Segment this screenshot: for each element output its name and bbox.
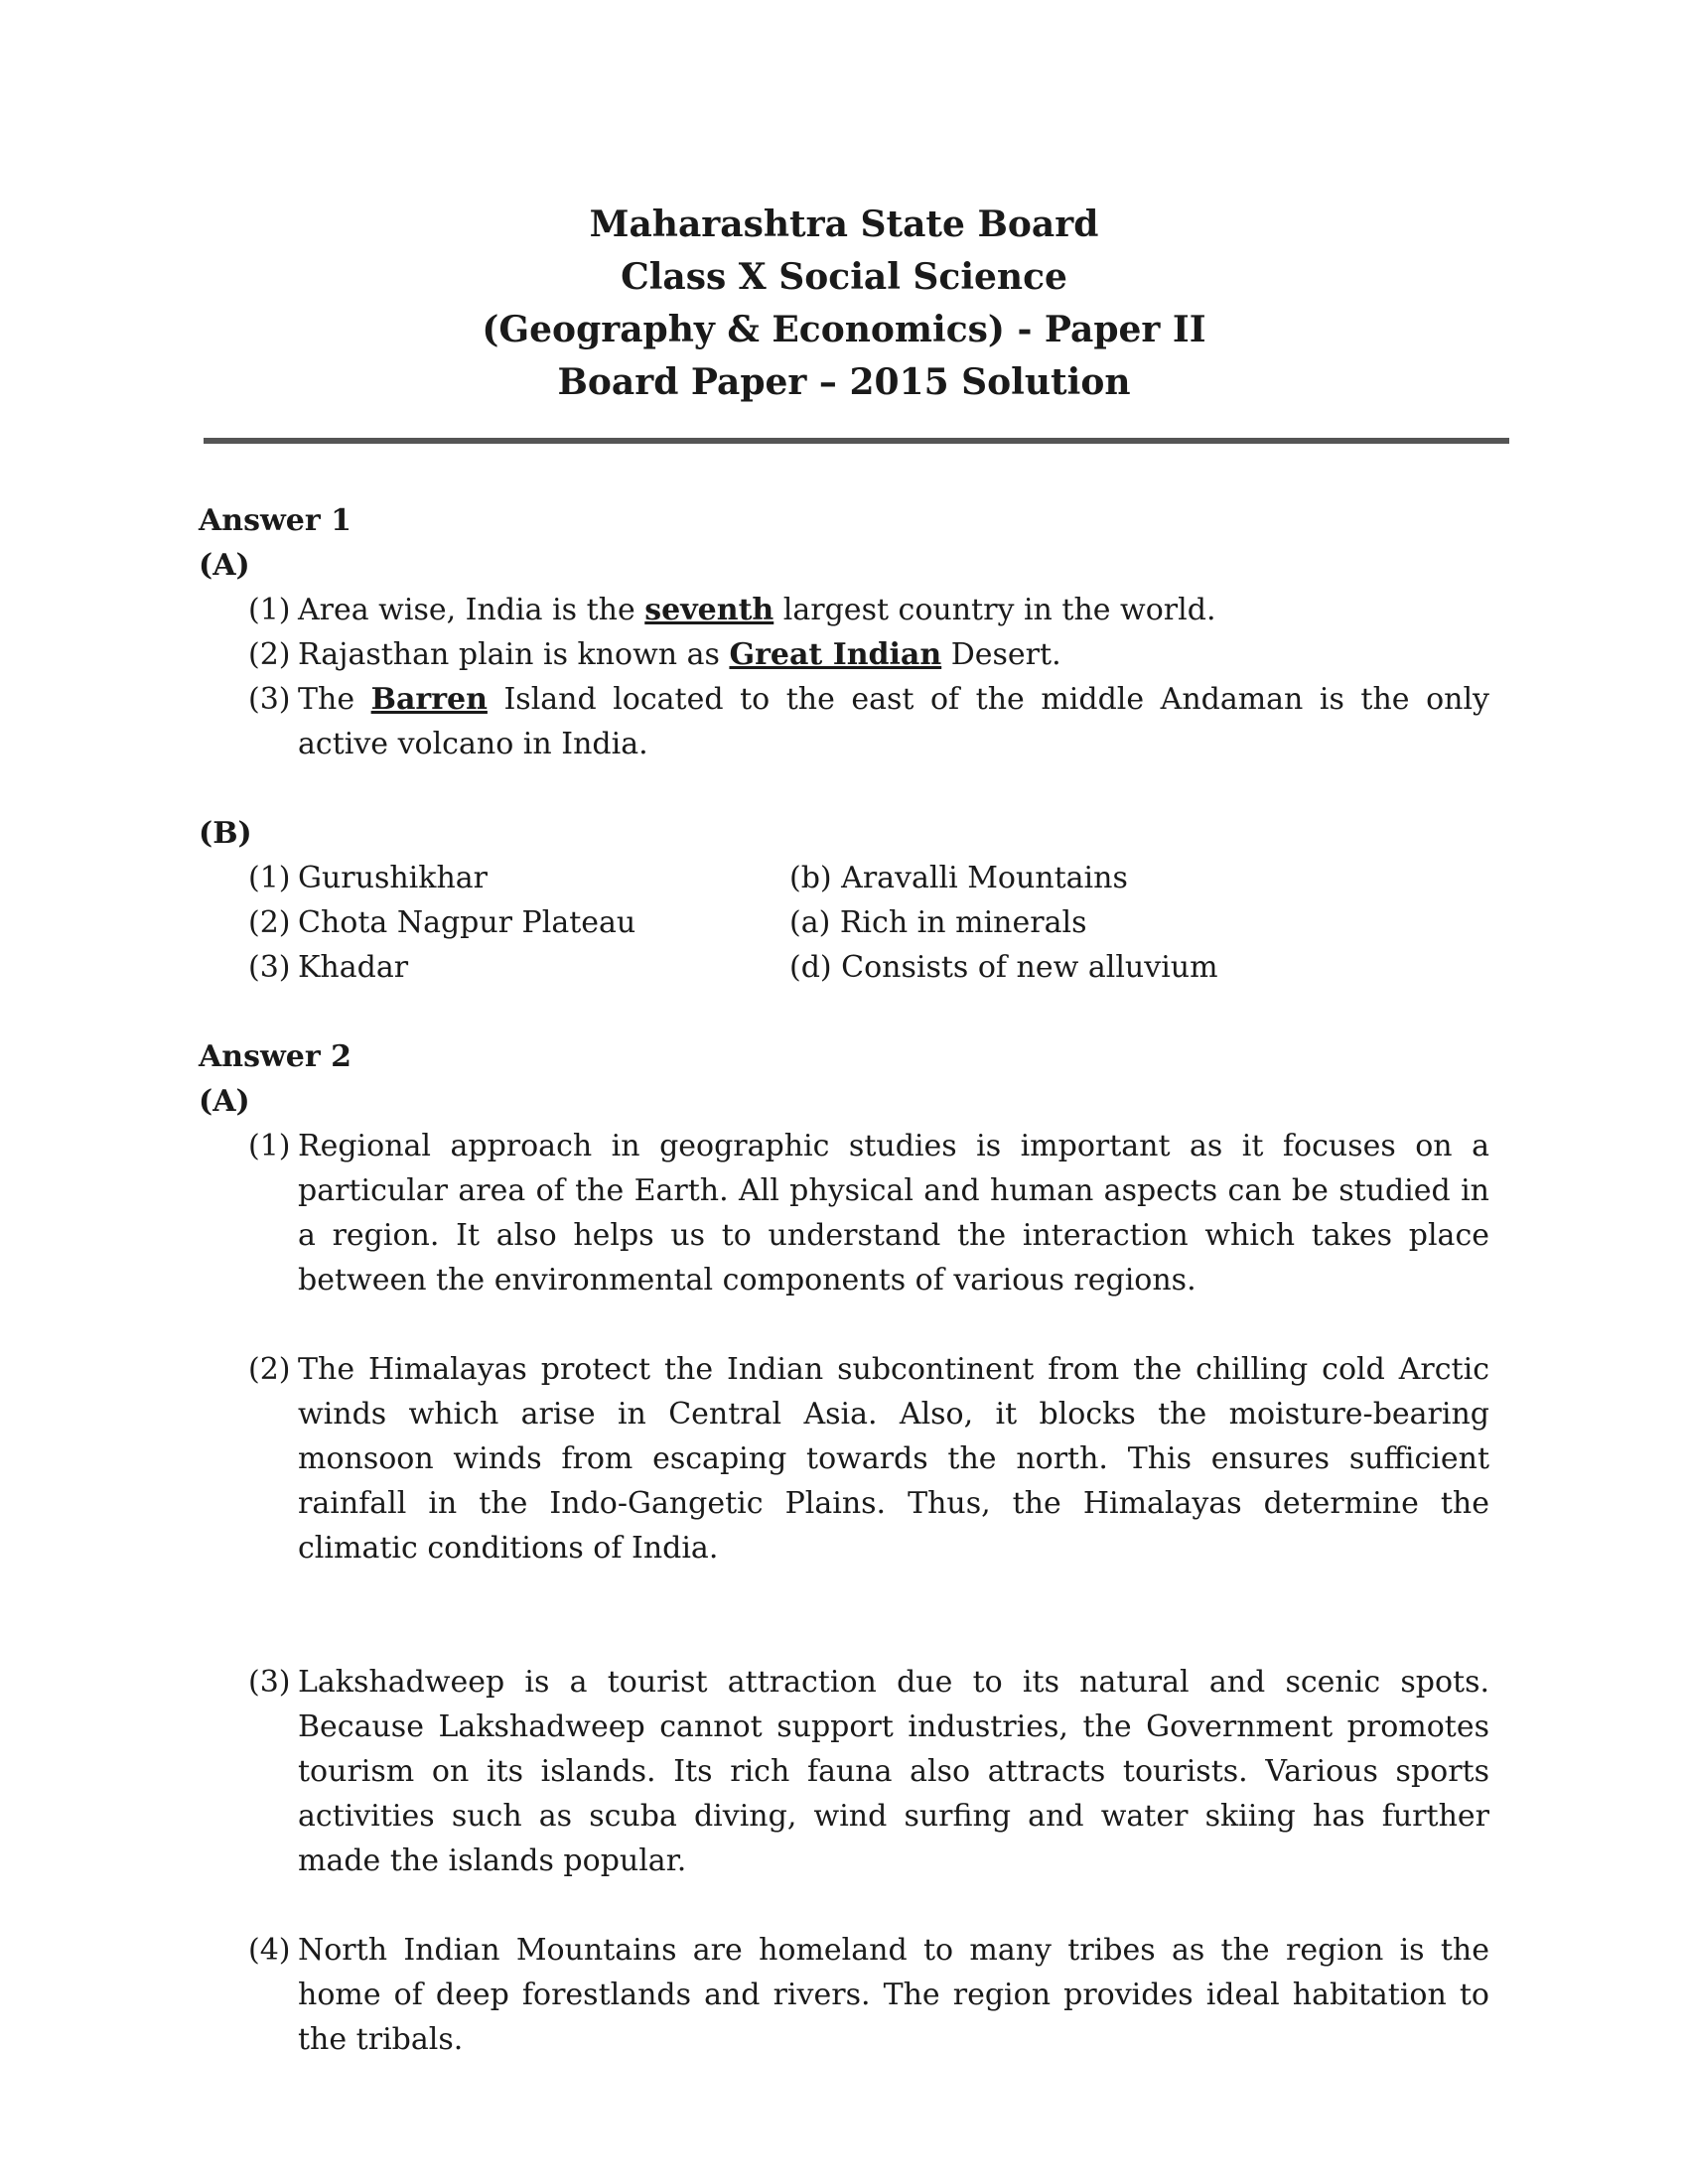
answer-2-part-a-label: (A) [199, 1084, 250, 1119]
table-row [199, 856, 1489, 900]
item-number: (2) [248, 905, 291, 940]
item-text: largest country in the world. [774, 593, 1216, 627]
item-number: (1) [248, 861, 291, 895]
item-text: Rajasthan plain is known as [298, 637, 730, 672]
paper-title: Board Paper – 2015 Solution [557, 361, 1131, 403]
answer-2-part-a-list [199, 1124, 1489, 2062]
list-item [199, 1928, 1489, 2062]
list-item [199, 1124, 1489, 1302]
item-number: (1) [248, 593, 291, 627]
item-text: Desert. [941, 637, 1061, 672]
answer-1-heading: Answer 1 [199, 503, 352, 538]
document-header [0, 199, 1688, 409]
match-pairs-table [199, 856, 1489, 990]
answer-1-part-b-label: (B) [199, 816, 252, 851]
table-row [199, 900, 1489, 945]
answer-2-heading: Answer 2 [199, 1039, 352, 1074]
item-text: The Himalayas protect the Indian subcontinent from the chilling cold Arctic winds which arise in Central Asia. Also, it blocks the moisture-bearing monsoon winds from escaping towards the north. This ensures sufficient rainfall in the Indo-Gangetic Plains. Thus, the Himalayas determine the climatic conditions of India. [298, 1352, 1489, 1566]
item-number: (3) [248, 1665, 291, 1700]
answers-content [199, 498, 1489, 2062]
match-right-cell: (d) Consists of new alluvium [789, 950, 1218, 985]
match-left-cell: Chota Nagpur Plateau [298, 905, 636, 940]
match-left-cell: Gurushikhar [298, 861, 488, 895]
paper-subtitle: (Geography & Economics) - Paper II [482, 309, 1206, 350]
item-number: (3) [248, 950, 291, 985]
item-number: (2) [248, 1352, 291, 1387]
header-divider [204, 438, 1509, 444]
class-subject: Class X Social Science [621, 256, 1067, 298]
list-item [199, 588, 1489, 632]
item-number: (3) [248, 682, 291, 717]
answer-1-part-a-label: (A) [199, 548, 250, 583]
item-text: The [298, 682, 371, 717]
answer-keyword: Barren [370, 682, 488, 717]
item-number: (2) [248, 637, 291, 672]
list-item [199, 1347, 1489, 1570]
match-right-cell: (a) Rich in minerals [789, 905, 1087, 940]
list-item [199, 677, 1489, 766]
answer-1-part-a-list [199, 588, 1489, 766]
match-right-cell: (b) Aravalli Mountains [789, 861, 1128, 895]
table-row [199, 945, 1489, 990]
list-item [199, 632, 1489, 677]
item-text: Regional approach in geographic studies is important as it focuses on a particular area of the Earth. All physical and human aspects can be studied in a region. It also helps us to understand the interaction which takes place between the environmental components of various regions. [298, 1129, 1489, 1297]
answer-keyword: Great Indian [729, 637, 942, 672]
item-text: North Indian Mountains are homeland to many tribes as the region is the home of deep forestlands and rivers. The region provides ideal habitation to the tribals. [298, 1933, 1489, 2057]
list-item [199, 1660, 1489, 1883]
answer-keyword: seventh [644, 593, 774, 627]
item-number: (1) [248, 1129, 291, 1163]
item-number: (4) [248, 1933, 291, 1968]
item-text: Lakshadweep is a tourist attraction due to its natural and scenic spots. Because Lakshadweep cannot support industries, the Government promotes tourism on its islands. Its rich fauna also attracts tourists. Various sports activities such as scuba diving, wind surfing and water skiing has further made the islands popular. [298, 1665, 1489, 1878]
match-left-cell: Khadar [298, 950, 409, 985]
item-text: Area wise, India is the [298, 593, 645, 627]
item-text: Island located to the east of the middle Andaman is the only active volcano in India. [298, 682, 1489, 761]
board-name: Maharashtra State Board [589, 204, 1099, 245]
